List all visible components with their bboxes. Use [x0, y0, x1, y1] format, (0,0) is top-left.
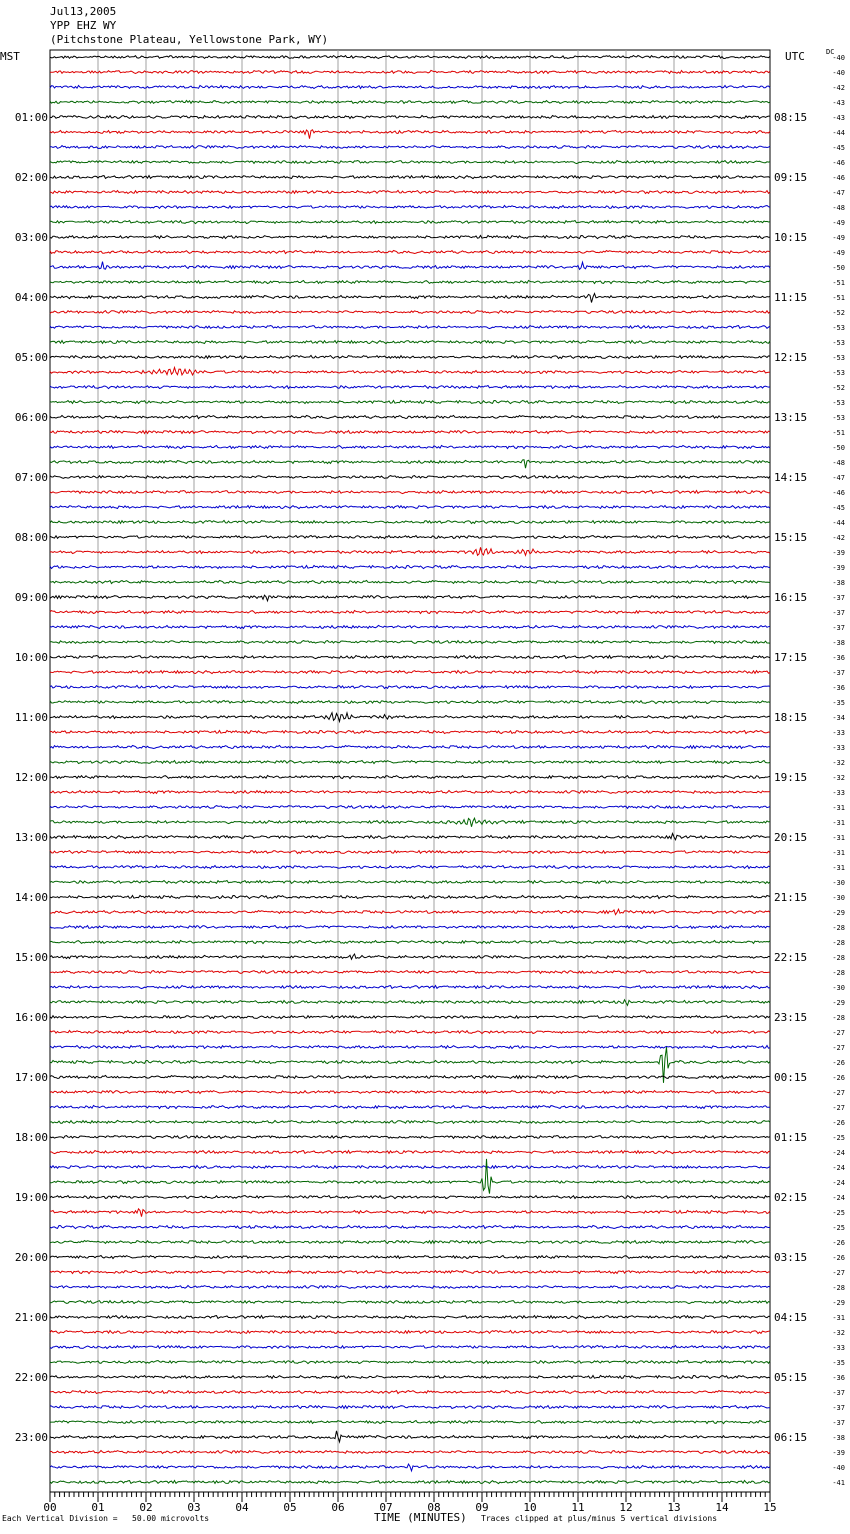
mst-hour-label: 01:00 [14, 111, 48, 124]
seismic-trace [50, 595, 770, 601]
x-tick-label: 08 [427, 1501, 441, 1514]
dc-offset-value: -36 [832, 684, 845, 692]
seismic-trace [50, 56, 770, 59]
dc-offset-value: -48 [832, 204, 845, 212]
seismic-trace [50, 176, 770, 179]
seismic-trace [50, 341, 770, 344]
mst-hour-label: 02:00 [14, 171, 48, 184]
dc-offset-value: -44 [832, 129, 845, 137]
seismic-trace [50, 1031, 770, 1034]
seismic-trace [50, 1316, 770, 1319]
dc-offset-value: -36 [832, 654, 845, 662]
dc-offset-value: -30 [832, 984, 845, 992]
seismic-trace [50, 1241, 770, 1244]
dc-offset-value: -27 [832, 1104, 845, 1112]
dc-offset-value: -37 [832, 594, 845, 602]
dc-offset-value: -43 [832, 114, 845, 122]
clip-note: Traces clipped at plus/minus 5 vertical divisions [481, 1514, 718, 1523]
x-tick-label: 06 [331, 1501, 345, 1514]
dc-offset-value: -53 [832, 354, 845, 362]
seismic-trace [50, 520, 770, 523]
dc-offset-value: -37 [832, 669, 845, 677]
dc-offset-value: -35 [832, 699, 845, 707]
seismic-trace [50, 611, 770, 614]
x-tick-label: 10 [523, 1501, 537, 1514]
seismic-trace [50, 311, 770, 314]
seismic-trace [50, 1000, 770, 1006]
dc-offset-value: -32 [832, 759, 845, 767]
x-tick-label: 01 [91, 1501, 105, 1514]
dc-offset-value: -42 [832, 84, 845, 92]
seismic-trace [50, 206, 770, 209]
dc-offset-value: -24 [832, 1194, 845, 1202]
utc-hour-label: 11:15 [774, 291, 808, 304]
dc-offset-value: -31 [832, 834, 845, 842]
dc-offset-value: -46 [832, 159, 845, 167]
seismic-trace [50, 1106, 770, 1109]
seismic-trace [50, 262, 770, 270]
dc-offset-value: -28 [832, 954, 845, 962]
dc-offset-value: -26 [832, 1074, 845, 1082]
mst-hour-label: 13:00 [14, 831, 48, 844]
seismic-trace [50, 745, 770, 748]
dc-offset-value: -42 [832, 534, 845, 542]
mst-hour-label: 21:00 [14, 1311, 48, 1324]
seismic-trace [50, 116, 770, 119]
seismic-trace [50, 506, 770, 509]
dc-offset-value: -36 [832, 1374, 845, 1382]
seismic-trace [50, 250, 770, 253]
dc-offset-value: -30 [832, 879, 845, 887]
mst-hour-label: 15:00 [14, 951, 48, 964]
dc-offset-value: -43 [832, 99, 845, 107]
dc-offset-value: -39 [832, 1449, 845, 1457]
seismic-trace [50, 986, 770, 989]
dc-offset-value: -52 [832, 384, 845, 392]
seismic-trace [50, 1481, 770, 1484]
seismic-trace [50, 326, 770, 329]
utc-hour-label: 02:15 [774, 1191, 808, 1204]
utc-hour-label: 06:15 [774, 1431, 808, 1444]
seismic-trace [50, 713, 770, 722]
seismic-trace [50, 1421, 770, 1424]
seismic-trace [50, 415, 770, 418]
dc-offset-value: -41 [832, 1479, 845, 1487]
seismic-trace [50, 1136, 770, 1139]
seismic-trace [50, 941, 770, 944]
dc-offset-value: -40 [832, 1464, 845, 1472]
dc-offset-value: -53 [832, 369, 845, 377]
x-tick-label: 05 [283, 1501, 297, 1514]
dc-offset-value: -40 [832, 69, 845, 77]
seismic-trace [50, 641, 770, 644]
record-date: Jul13,2005 [50, 5, 117, 18]
mst-hour-label: 20:00 [14, 1251, 48, 1264]
mst-hour-label: 22:00 [14, 1371, 48, 1384]
seismic-trace [50, 1225, 770, 1228]
dc-offset-value: -28 [832, 1284, 845, 1292]
seismic-trace [50, 1196, 770, 1199]
dc-offset-value: -37 [832, 1404, 845, 1412]
x-tick-label: 07 [379, 1501, 393, 1514]
dc-offset-value: -45 [832, 144, 845, 152]
seismic-trace [50, 446, 770, 449]
dc-offset-value: -26 [832, 1059, 845, 1067]
dc-offset-value: -24 [832, 1179, 845, 1187]
dc-offset-value: -31 [832, 819, 845, 827]
seismic-trace [50, 580, 770, 583]
utc-hour-label: 15:15 [774, 531, 808, 544]
x-tick-label: 15 [763, 1501, 777, 1514]
seismic-trace [50, 1120, 770, 1123]
seismic-trace [50, 190, 770, 193]
utc-hour-label: 09:15 [774, 171, 808, 184]
seismic-trace [50, 86, 770, 89]
x-tick-label: 03 [187, 1501, 201, 1514]
seismic-trace [50, 954, 770, 959]
mst-hour-label: 04:00 [14, 291, 48, 304]
dc-offset-value: -51 [832, 279, 845, 287]
dc-offset-value: -24 [832, 1164, 845, 1172]
seismic-trace [50, 1406, 770, 1409]
dc-offset-value: -30 [832, 894, 845, 902]
dc-offset-header: DC [826, 48, 835, 56]
utc-hour-label: 10:15 [774, 231, 808, 244]
mst-hour-label: 07:00 [14, 471, 48, 484]
seismic-trace [50, 1330, 770, 1333]
dc-offset-value: -33 [832, 1344, 845, 1352]
dc-offset-value: -44 [832, 519, 845, 527]
dc-offset-value: -27 [832, 1044, 845, 1052]
dc-offset-value: -29 [832, 999, 845, 1007]
dc-offset-value: -26 [832, 1119, 845, 1127]
mst-hour-label: 12:00 [14, 771, 48, 784]
seismic-trace [50, 130, 770, 139]
dc-offset-value: -38 [832, 639, 845, 647]
seismic-trace [50, 909, 770, 914]
seismic-trace [50, 1016, 770, 1019]
seismic-trace [50, 671, 770, 674]
vertical-scale-note: Each Vertical Division = 50.00 microvolts [2, 1514, 210, 1523]
dc-offset-value: -29 [832, 909, 845, 917]
seismic-trace [50, 1301, 770, 1304]
seismic-trace [50, 281, 770, 284]
dc-offset-value: -45 [832, 504, 845, 512]
dc-offset-value: -47 [832, 189, 845, 197]
seismic-trace [50, 731, 770, 734]
seismic-trace [50, 1376, 770, 1379]
seismic-trace [50, 701, 770, 704]
mst-hour-label: 16:00 [14, 1011, 48, 1024]
seismic-trace [50, 881, 770, 884]
dc-offset-value: -31 [832, 849, 845, 857]
dc-offset-value: -46 [832, 174, 845, 182]
dc-offset-value: -26 [832, 1239, 845, 1247]
seismic-trace [50, 368, 770, 376]
utc-hour-label: 08:15 [774, 111, 808, 124]
seismic-trace [50, 491, 770, 494]
seismic-trace [50, 401, 770, 404]
x-tick-label: 14 [715, 1501, 729, 1514]
seismic-trace [50, 1451, 770, 1454]
seismic-trace [50, 146, 770, 149]
utc-hour-label: 22:15 [774, 951, 808, 964]
seismic-trace [50, 566, 770, 569]
seismic-trace [50, 761, 770, 764]
seismic-trace [50, 70, 770, 73]
dc-offset-value: -46 [832, 489, 845, 497]
dc-offset-value: -39 [832, 549, 845, 557]
x-tick-label: 09 [475, 1501, 489, 1514]
dc-offset-value: -27 [832, 1029, 845, 1037]
dc-offset-value: -28 [832, 969, 845, 977]
mst-hour-label: 18:00 [14, 1131, 48, 1144]
mst-hour-label: 05:00 [14, 351, 48, 364]
seismic-trace [50, 896, 770, 899]
utc-hour-label: 04:15 [774, 1311, 808, 1324]
x-tick-label: 04 [235, 1501, 249, 1514]
seismic-trace [50, 1091, 770, 1094]
dc-offset-value: -39 [832, 564, 845, 572]
dc-offset-value: -37 [832, 624, 845, 632]
station-location: (Pitchstone Plateau, Yellowstone Park, WY) [50, 33, 329, 46]
utc-hour-label: 23:15 [774, 1011, 808, 1024]
mst-hour-label: 17:00 [14, 1071, 48, 1084]
mst-hour-label: 09:00 [14, 591, 48, 604]
dc-offset-value: -47 [832, 474, 845, 482]
dc-offset-value: -25 [832, 1209, 845, 1217]
seismic-trace [50, 656, 770, 659]
utc-hour-label: 01:15 [774, 1131, 808, 1144]
mst-hour-label: 08:00 [14, 531, 48, 544]
utc-hour-label: 17:15 [774, 651, 808, 664]
seismic-trace [50, 685, 770, 688]
seismic-trace [50, 1046, 770, 1049]
utc-hour-label: 00:15 [774, 1071, 808, 1084]
utc-hour-label: 16:15 [774, 591, 808, 604]
seismic-trace [50, 1286, 770, 1289]
seismic-trace [50, 926, 770, 929]
utc-hour-label: 20:15 [774, 831, 808, 844]
dc-offset-value: -27 [832, 1269, 845, 1277]
dc-offset-value: -53 [832, 414, 845, 422]
mst-hour-label: 23:00 [14, 1431, 48, 1444]
seismic-trace [50, 806, 770, 809]
seismic-trace [50, 1270, 770, 1273]
seismic-trace [50, 971, 770, 974]
seismic-trace [50, 1361, 770, 1364]
x-tick-label: 02 [139, 1501, 153, 1514]
mst-hour-label: 10:00 [14, 651, 48, 664]
seismic-trace [50, 625, 770, 628]
seismic-trace [50, 161, 770, 164]
seismic-trace [50, 1346, 770, 1349]
seismic-trace [50, 431, 770, 434]
seismic-trace [50, 236, 770, 239]
dc-offset-value: -51 [832, 294, 845, 302]
seismic-trace [50, 1256, 770, 1259]
mst-hour-label: 11:00 [14, 711, 48, 724]
utc-hour-label: 13:15 [774, 411, 808, 424]
seismic-trace [50, 866, 770, 869]
dc-offset-value: -53 [832, 324, 845, 332]
right-timezone-label: UTC [785, 50, 805, 63]
seismic-trace [50, 818, 770, 827]
seismic-trace [50, 536, 770, 539]
seismic-trace [50, 460, 770, 468]
mst-hour-label: 14:00 [14, 891, 48, 904]
utc-hour-label: 03:15 [774, 1251, 808, 1264]
utc-hour-label: 21:15 [774, 891, 808, 904]
dc-offset-value: -49 [832, 234, 845, 242]
dc-offset-value: -31 [832, 804, 845, 812]
dc-offset-value: -49 [832, 249, 845, 257]
seismic-trace [50, 834, 770, 840]
left-timezone-label: MST [0, 50, 20, 63]
dc-offset-value: -24 [832, 1149, 845, 1157]
dc-offset-value: -49 [832, 219, 845, 227]
mst-hour-label: 19:00 [14, 1191, 48, 1204]
utc-hour-label: 18:15 [774, 711, 808, 724]
seismic-trace [50, 221, 770, 224]
station-code: YPP EHZ WY [50, 19, 117, 32]
dc-offset-value: -27 [832, 1089, 845, 1097]
seismic-trace [50, 1165, 770, 1168]
dc-offset-value: -31 [832, 1314, 845, 1322]
x-tick-label: 12 [619, 1501, 633, 1514]
seismic-trace [50, 355, 770, 358]
seismic-trace [50, 476, 770, 479]
dc-offset-value: -26 [832, 1254, 845, 1262]
dc-offset-value: -40 [832, 54, 845, 62]
utc-hour-label: 12:15 [774, 351, 808, 364]
x-tick-label: 00 [43, 1501, 57, 1514]
dc-offset-value: -50 [832, 444, 845, 452]
dc-offset-value: -37 [832, 1419, 845, 1427]
seismic-trace [50, 386, 770, 389]
dc-offset-value: -35 [832, 1359, 845, 1367]
utc-hour-label: 19:15 [774, 771, 808, 784]
seismic-trace [50, 1151, 770, 1154]
dc-offset-value: -48 [832, 459, 845, 467]
dc-offset-value: -50 [832, 264, 845, 272]
dc-offset-value: -51 [832, 429, 845, 437]
dc-offset-value: -28 [832, 939, 845, 947]
dc-offset-value: -32 [832, 1329, 845, 1337]
dc-offset-value: -33 [832, 744, 845, 752]
seismic-trace [50, 1159, 770, 1194]
seismic-trace [50, 790, 770, 793]
dc-offset-value: -29 [832, 1299, 845, 1307]
x-tick-label: 11 [571, 1501, 585, 1514]
dc-offset-value: -33 [832, 789, 845, 797]
dc-offset-value: -28 [832, 924, 845, 932]
utc-hour-label: 14:15 [774, 471, 808, 484]
dc-offset-value: -53 [832, 339, 845, 347]
x-tick-label: 13 [667, 1501, 681, 1514]
seismic-trace [50, 776, 770, 779]
dc-offset-value: -33 [832, 729, 845, 737]
dc-offset-value: -38 [832, 1434, 845, 1442]
dc-offset-value: -25 [832, 1134, 845, 1142]
seismic-trace [50, 1209, 770, 1217]
dc-offset-value: -28 [832, 1014, 845, 1022]
dc-offset-value: -25 [832, 1224, 845, 1232]
dc-offset-value: -32 [832, 774, 845, 782]
dc-offset-value: -52 [832, 309, 845, 317]
mst-hour-label: 03:00 [14, 231, 48, 244]
mst-hour-label: 06:00 [14, 411, 48, 424]
seismic-trace [50, 294, 770, 303]
seismic-trace [50, 850, 770, 853]
seismic-trace [50, 1075, 770, 1078]
utc-hour-label: 05:15 [774, 1371, 808, 1384]
seismic-trace [50, 1464, 770, 1471]
dc-offset-value: -34 [832, 714, 845, 722]
dc-offset-value: -53 [832, 399, 845, 407]
dc-offset-value: -37 [832, 1389, 845, 1397]
seismic-trace [50, 101, 770, 104]
x-axis-label: TIME (MINUTES) [374, 1511, 467, 1524]
seismic-trace [50, 1431, 770, 1442]
seismic-trace [50, 547, 770, 555]
dc-offset-value: -31 [832, 864, 845, 872]
seismic-trace [50, 1390, 770, 1393]
dc-offset-value: -38 [832, 579, 845, 587]
dc-offset-value: -37 [832, 609, 845, 617]
